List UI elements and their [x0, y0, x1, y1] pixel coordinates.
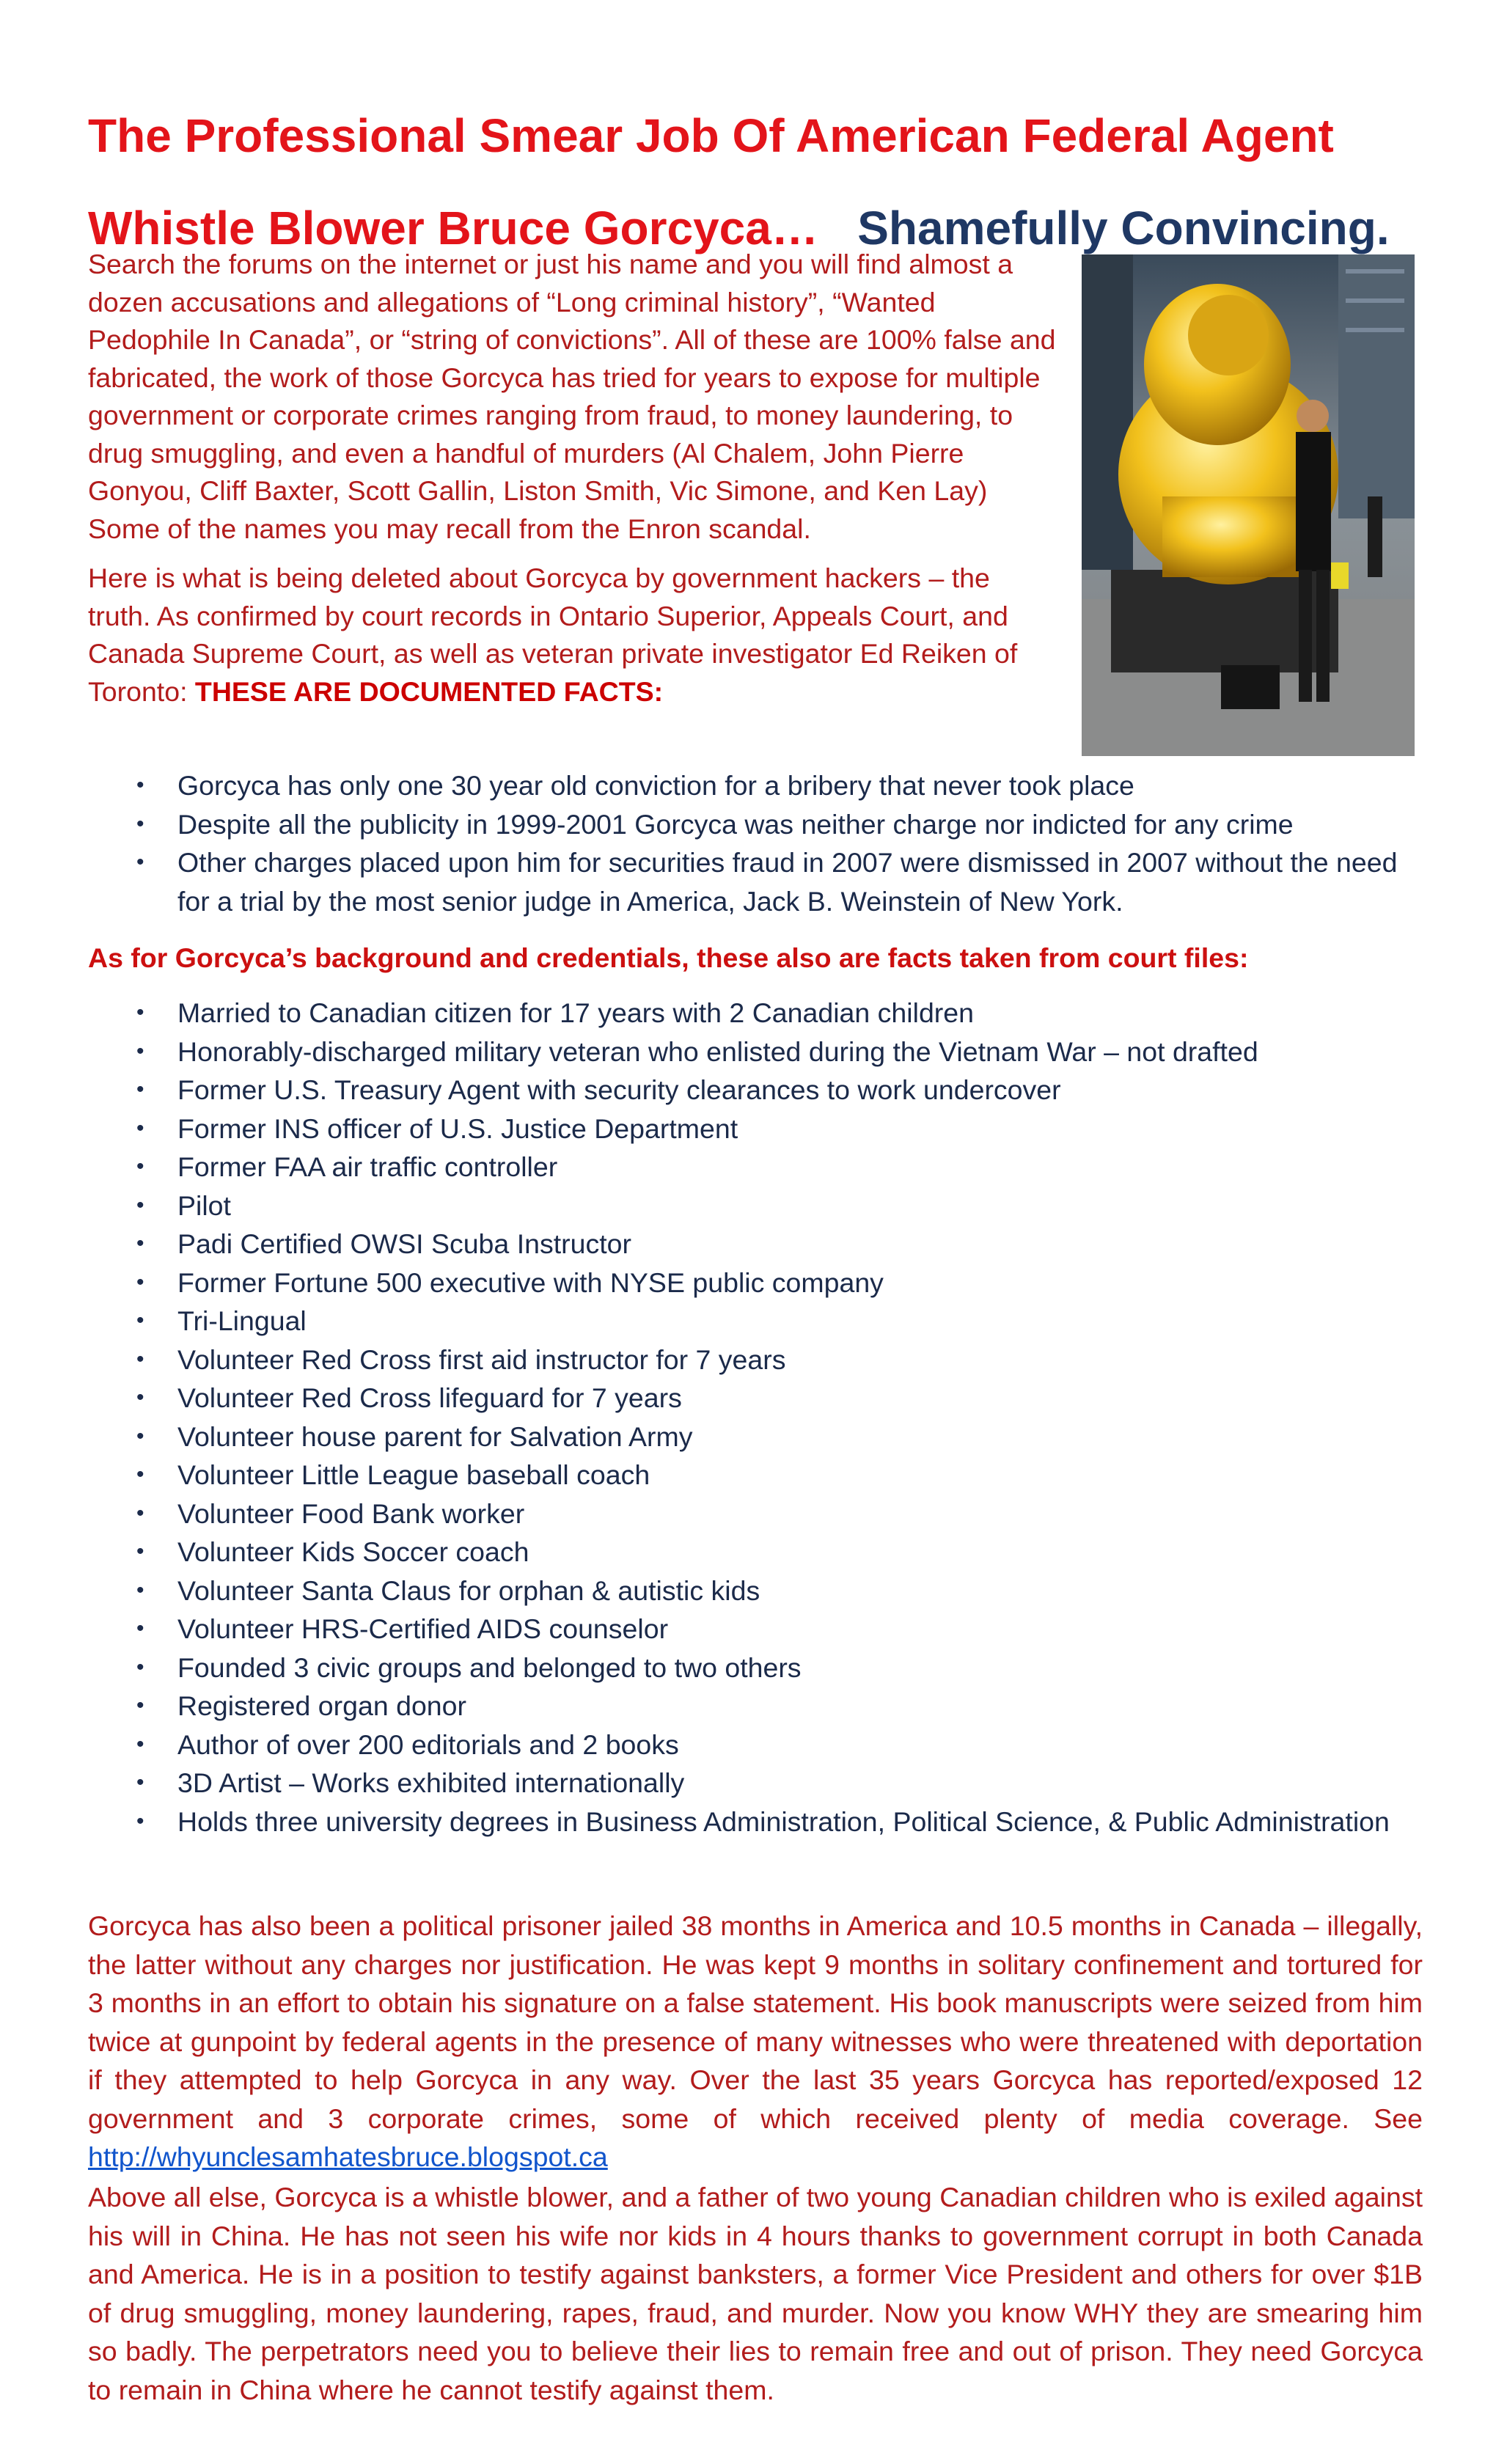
- list-item: [88, 1148, 1423, 1187]
- bullet-icon: •: [136, 1308, 144, 1332]
- list-item-text: Volunteer Little League baseball coach: [177, 1459, 650, 1490]
- bullet-icon: •: [136, 1385, 144, 1409]
- list-item-text: Married to Canadian citizen for 17 years with 2 Canadian children: [177, 997, 974, 1028]
- list-item-text: Volunteer house parent for Salvation Army: [177, 1420, 693, 1452]
- bullet-icon: •: [136, 1539, 144, 1563]
- list-item: [88, 843, 1423, 920]
- list-item-text: Founded 3 civic groups and belonged to two others: [177, 1651, 802, 1683]
- title-line-2-blue: Shamefully Convincing.: [857, 202, 1390, 254]
- list-item: [88, 1764, 1423, 1803]
- title-line-2-red: Whistle Blower Bruce Gorcyca…: [88, 202, 818, 254]
- documented-facts-list: [88, 766, 1423, 920]
- bullet-icon: •: [136, 1115, 144, 1140]
- photo-illustration: [1082, 254, 1415, 756]
- list-item: [88, 766, 1423, 805]
- bullet-icon: •: [136, 1154, 144, 1178]
- list-item-text: 3D Artist – Works exhibited internationally: [177, 1767, 685, 1798]
- list-item: [88, 1726, 1423, 1764]
- list-item: [88, 1302, 1423, 1341]
- list-item-text: Author of over 200 editorials and 2 books: [177, 1728, 679, 1760]
- list-item: [88, 1187, 1423, 1225]
- bullet-icon: •: [136, 1423, 144, 1448]
- bullet-icon: •: [136, 1808, 144, 1833]
- intro-section: [88, 246, 1060, 722]
- bullet-icon: •: [136, 1500, 144, 1525]
- bullet-icon: •: [136, 1693, 144, 1717]
- intro-paragraph-2: [88, 560, 1060, 711]
- list-item-text: Gorcyca has only one 30 year old conviction for a bribery that never took place: [177, 770, 1134, 801]
- intro-paragraph-1: Search the forums on the internet or just his name and you will find almost a dozen accusations and allegations of “Long criminal history”, “Wanted Pedophile In Canada”, or “string of convictions”. All of these are 100% false and fabricated, the work of those Gorcyca has tried for years to expose for multiple government or corporate crimes ranging from fraud, to money laundering, to drug smuggling, and even a handful of murders (Al Chalem, John Pierre Gonyou, Cliff Baxter, Scott Gallin, Liston Smith, Vic Simone, and Ken Lay) Some of the names you may recall from the Enron scandal.: [88, 249, 1056, 544]
- bullet-icon: •: [136, 1077, 144, 1101]
- political-prisoner-paragraph: [88, 1907, 1423, 2177]
- list-item: [88, 1687, 1423, 1726]
- list-item-text: Volunteer Santa Claus for orphan & autistic kids: [177, 1574, 760, 1606]
- bullet-icon: •: [136, 773, 144, 797]
- list-item: [88, 1225, 1423, 1264]
- bullet-icon: •: [136, 811, 144, 836]
- intro-paragraph-2-text: Here is what is being deleted about Gorcyca by government hackers – the truth. As confirmed by court records in Ontario Superior, Appeals Court, and Canada Supreme Court, as well as veteran private investigator Ed Reiken of Toronto:: [88, 562, 1018, 707]
- political-prisoner-text: Gorcyca has also been a political prisoner jailed 38 months in America and 10.5 months in Canada – illegally, the latter without any charges nor justification. He was kept 9 months in solitary confinement and tortured for 3 months in an effort to obtain his signature on a false statement. His book manuscripts were seized from him twice at gunpoint by federal agents in the presence of many witnesses who were threatened with deportation if they attempted to help Gorcyca in any way. Over the last 35 years Gorcyca has reported/exposed 12 government and 3 corporate crimes, some of which received plenty of media coverage. See: [88, 1910, 1423, 2134]
- list-item: [88, 1456, 1423, 1495]
- bullet-icon: •: [136, 1616, 144, 1640]
- list-item-text: Former INS officer of U.S. Justice Department: [177, 1112, 738, 1144]
- bullet-icon: •: [136, 1770, 144, 1794]
- list-item: [88, 994, 1423, 1033]
- list-item-text: Volunteer HRS-Certified AIDS counselor: [177, 1613, 669, 1644]
- list-item: [88, 805, 1423, 844]
- bullet-icon: •: [136, 850, 144, 874]
- list-item-text: Former FAA air traffic controller: [177, 1151, 558, 1182]
- list-item-text: Former Fortune 500 executive with NYSE public company: [177, 1266, 884, 1298]
- documented-facts-label: THESE ARE DOCUMENTED FACTS:: [194, 675, 664, 707]
- list-item: [88, 1610, 1423, 1649]
- list-item-text: Padi Certified OWSI Scuba Instructor: [177, 1228, 631, 1259]
- bullet-icon: •: [136, 1269, 144, 1294]
- bullet-icon: •: [136, 1654, 144, 1679]
- list-item: [88, 1495, 1423, 1533]
- list-item-text: Volunteer Red Cross first aid instructor for 7 years: [177, 1343, 786, 1375]
- bullet-icon: •: [136, 1231, 144, 1255]
- list-item: [88, 1071, 1423, 1110]
- list-item-text: Pilot: [177, 1189, 231, 1221]
- blog-link[interactable]: http://whyunclesamhatesbruce.blogspot.ca: [88, 2141, 608, 2172]
- list-item: [88, 1803, 1423, 1841]
- list-item-text: Honorably-discharged military veteran who enlisted during the Vietnam War – not drafted: [177, 1035, 1258, 1067]
- list-item: [88, 1572, 1423, 1610]
- list-item-text: Volunteer Red Cross lifeguard for 7 years: [177, 1382, 682, 1413]
- list-item: [88, 1110, 1423, 1148]
- list-item-text: Other charges placed upon him for securities fraud in 2007 were dismissed in 2007 without the need for a trial by the most senior judge in America, Jack B. Weinstein of New York.: [177, 847, 1398, 917]
- credentials-list: [88, 994, 1423, 1841]
- bullet-icon: •: [136, 1192, 144, 1217]
- list-item: [88, 1649, 1423, 1687]
- list-item-text: Tri-Lingual: [177, 1305, 307, 1336]
- list-item-text: Registered organ donor: [177, 1690, 467, 1721]
- golden-lion-statue-photo: [1082, 254, 1415, 756]
- bullet-icon: •: [136, 1000, 144, 1024]
- list-item: [88, 1379, 1423, 1418]
- whistle-blower-paragraph: Above all else, Gorcyca is a whistle blower, and a father of two young Canadian children who is exiled against his will in China. He has not seen his wife nor kids in 4 hours thanks to government corrupt in both Canada and America. He is in a position to testify against banksters, a former Vice President and others for over $1B of drug smuggling, money laundering, rapes, fraud, and murder. Now you know WHY they are smearing him so badly. The perpetrators need you to believe their lies to remain free and out of prison. They need Gorcyca to remain in China where he cannot testify against them.: [88, 2182, 1423, 2405]
- bullet-icon: •: [136, 1731, 144, 1756]
- list-item: [88, 1264, 1423, 1302]
- list-item-text: Holds three university degrees in Business Administration, Political Science, & Public Administration: [177, 1805, 1390, 1837]
- bullet-icon: •: [136, 1462, 144, 1486]
- list-item: [88, 1033, 1423, 1071]
- list-item: [88, 1341, 1423, 1379]
- bullet-icon: •: [136, 1577, 144, 1602]
- list-item: [88, 1533, 1423, 1572]
- list-item-text: Volunteer Food Bank worker: [177, 1497, 525, 1529]
- list-item-text: Despite all the publicity in 1999-2001 Gorcyca was neither charge nor indicted for any crime: [177, 808, 1294, 840]
- title-line-1: The Professional Smear Job Of American Federal Agent: [88, 109, 1334, 162]
- list-item-text: Volunteer Kids Soccer coach: [177, 1536, 529, 1567]
- list-item: [88, 1418, 1423, 1456]
- bullet-icon: •: [136, 1038, 144, 1063]
- background-heading: As for Gorcyca’s background and credentials, these also are facts taken from court files:: [88, 942, 1249, 973]
- bullet-icon: •: [136, 1346, 144, 1371]
- list-item-text: Former U.S. Treasury Agent with security clearances to work undercover: [177, 1074, 1061, 1105]
